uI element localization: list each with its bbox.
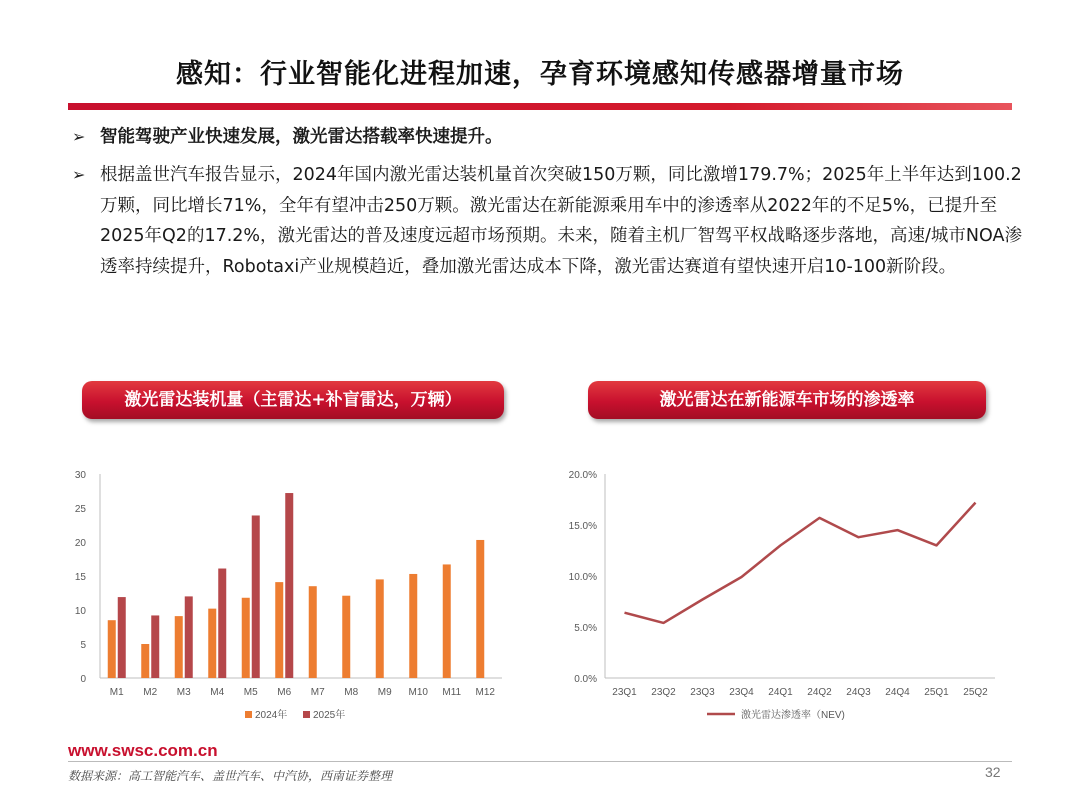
bar-2025年 xyxy=(151,615,159,678)
x-tick-label: M12 xyxy=(475,687,495,698)
x-tick-label: 24Q2 xyxy=(807,687,832,698)
bar-2024年 xyxy=(141,644,149,678)
legend-swatch xyxy=(245,711,252,718)
y-tick-label: 0.0% xyxy=(574,674,597,685)
y-tick-label: 20.0% xyxy=(568,470,597,481)
bullet-text: 根据盖世汽车报告显示，2024年国内激光雷达装机量首次突破150万颗，同比激增179.7%；2025年上半年达到100.2万颗，同比增长71%，全年有望冲击250万颗。激光雷达在新能源乘用车中的渗透率从2022年的不足5%，已提升至2025年Q2的17.2%，激光雷达的普及速度远超市场预期。未来，随着主机厂智驾平权战略逐步落地，高速/城市NOA渗透率持续提升，Robotaxi产业规模趋近，叠加激光雷达成本下降，激光雷达赛道有望快速开启10-100新阶段。 xyxy=(100,165,1022,277)
slide-title: 感知：行业智能化进程加速，孕育环境感知传感器增量市场 xyxy=(176,59,904,90)
y-tick-label: 25 xyxy=(74,504,86,515)
bar-2024年 xyxy=(175,616,183,678)
x-tick-label: M8 xyxy=(344,687,359,698)
x-tick-label: 25Q1 xyxy=(924,687,949,698)
bar-2025年 xyxy=(252,515,260,678)
footer-url[interactable]: www.swsc.com.cn xyxy=(68,741,218,760)
x-tick-label: M2 xyxy=(143,687,158,698)
bar-2024年 xyxy=(476,540,484,678)
legend-swatch xyxy=(303,711,310,718)
bar-2024年 xyxy=(376,579,384,678)
chart-title-badge-lidar-volume: 激光雷达装机量（主雷达+补盲雷达，万辆） xyxy=(82,381,504,419)
title-divider xyxy=(68,103,1012,110)
x-tick-label: 24Q3 xyxy=(846,687,871,698)
bar-2024年 xyxy=(443,564,451,678)
bar-2025年 xyxy=(285,493,293,678)
bar-2024年 xyxy=(208,609,216,678)
data-source-note: 数据来源：高工智能汽车、盖世汽车、中汽协，西南证券整理 xyxy=(68,769,393,783)
series-line-penetration xyxy=(625,503,976,623)
y-tick-label: 0 xyxy=(80,674,86,685)
x-tick-label: 23Q4 xyxy=(729,687,754,698)
x-tick-label: 23Q1 xyxy=(612,687,637,698)
x-tick-label: M6 xyxy=(277,687,292,698)
bullet-item xyxy=(72,160,1032,282)
footer-divider xyxy=(68,761,1012,762)
x-tick-label: 24Q1 xyxy=(768,687,793,698)
x-tick-label: M5 xyxy=(243,687,258,698)
bullet-text: 智能驾驶产业快速发展，激光雷达搭载率快速提升。 xyxy=(100,127,503,147)
x-tick-label: M7 xyxy=(310,687,325,698)
arrow-bullet-icon: ➢ xyxy=(72,127,86,146)
y-tick-label: 5.0% xyxy=(574,623,597,634)
x-tick-label: M4 xyxy=(210,687,225,698)
y-tick-label: 10.0% xyxy=(568,572,597,583)
bullet-list xyxy=(72,122,1032,290)
bar-2025年 xyxy=(118,597,126,678)
y-tick-label: 15 xyxy=(74,572,86,583)
x-tick-label: 23Q2 xyxy=(651,687,676,698)
bar-2024年 xyxy=(342,596,350,678)
x-tick-label: 24Q4 xyxy=(885,687,910,698)
page-number: 32 xyxy=(985,764,1001,780)
bar-2024年 xyxy=(309,586,317,678)
chart-title-badge-penetration: 激光雷达在新能源车市场的渗透率 xyxy=(588,381,986,419)
bullet-item xyxy=(72,122,1032,152)
y-tick-label: 30 xyxy=(74,470,86,481)
y-tick-label: 10 xyxy=(74,606,86,617)
bar-2025年 xyxy=(218,569,226,678)
bar-2024年 xyxy=(275,582,283,678)
bar-2025年 xyxy=(185,596,193,678)
x-tick-label: 23Q3 xyxy=(690,687,715,698)
y-tick-label: 20 xyxy=(74,538,86,549)
legend-label: 2024年 xyxy=(255,710,288,721)
y-tick-label: 5 xyxy=(80,640,86,651)
penetration-line-chart xyxy=(555,460,1015,740)
x-tick-label: M11 xyxy=(442,687,462,698)
x-tick-label: M9 xyxy=(377,687,392,698)
legend-label: 2025年 xyxy=(313,710,346,721)
legend-label: 激光雷达渗透率（NEV) xyxy=(741,710,845,721)
y-tick-label: 15.0% xyxy=(568,521,597,532)
x-tick-label: 25Q2 xyxy=(963,687,988,698)
bar-2024年 xyxy=(409,574,417,678)
lidar-volume-bar-chart xyxy=(60,460,510,740)
bar-2024年 xyxy=(108,620,116,678)
x-tick-label: M10 xyxy=(408,687,428,698)
bar-2024年 xyxy=(242,598,250,678)
arrow-bullet-icon: ➢ xyxy=(72,165,86,184)
x-tick-label: M1 xyxy=(109,687,124,698)
x-tick-label: M3 xyxy=(176,687,191,698)
